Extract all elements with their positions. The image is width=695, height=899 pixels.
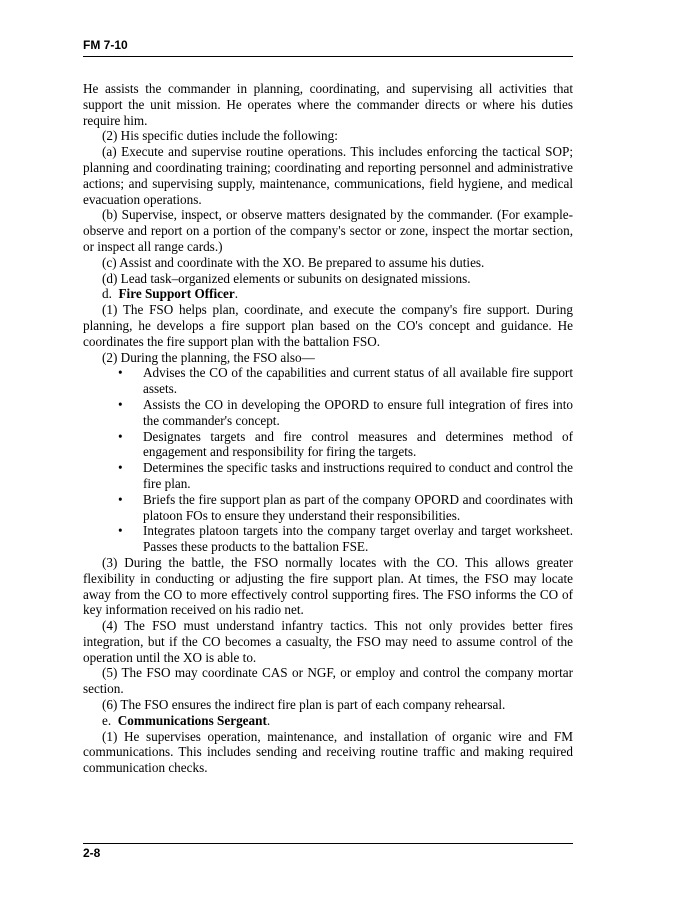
running-header: FM 7-10 xyxy=(83,38,128,52)
bullet-icon: • xyxy=(118,523,123,539)
list-item-text: Advises the CO of the capabilities and current status of all available fire support assets. xyxy=(143,365,573,397)
paragraph-duty-c: (c) Assist and coordinate with the XO. Be prepared to assume his duties. xyxy=(102,254,485,270)
bullet-icon: • xyxy=(118,491,123,507)
list-item xyxy=(118,428,573,461)
body-text xyxy=(83,81,573,776)
list-item-text: Designates targets and fire control measures and determines method of engagement and responsibility for firing the targets. xyxy=(143,428,573,460)
paragraph-fso-6: (6) The FSO ensures the indirect fire plan is part of each company rehearsal. xyxy=(102,697,506,713)
section-suffix: . xyxy=(234,286,239,302)
paragraph-duty-d: (d) Lead task–organized elements or subunits on designated missions. xyxy=(102,270,471,286)
bullet-icon: • xyxy=(118,428,123,444)
bullet-icon: • xyxy=(118,396,123,412)
paragraph-fso-4: (4) The FSO must understand infantry tactics. This not only provides better fires integration, but if the CO becomes a casualty, the FSO may need to assume control of the operation until the XO is able to. xyxy=(83,618,573,665)
fso-planning-list xyxy=(83,365,573,555)
paragraph-comms-1: (1) He supervises operation, maintenance, and installation of organic wire and FM communications. This includes sending and receiving routine traffic and making required communication checks. xyxy=(83,728,573,776)
list-item xyxy=(118,460,573,492)
list-item xyxy=(118,396,573,429)
footer-rule xyxy=(83,843,573,844)
paragraph-fso-5: (5) The FSO may coordinate CAS or NGF, or employ and control the company mortar section. xyxy=(83,665,573,697)
section-label: e. xyxy=(102,712,112,728)
list-item xyxy=(118,491,573,524)
bullet-icon: • xyxy=(118,460,123,476)
section-title: Fire Support Officer xyxy=(118,286,235,302)
list-item-text: Briefs the fire support plan as part of the company OPORD and coordinates with platoon FOs to ensure they understand their responsibilities. xyxy=(143,491,573,523)
paragraph-fso-1: (1) The FSO helps plan, coordinate, and execute the company's fire support. During planning, he develops a fire support plan based on the CO's concept and guidance. He coordinates the fire support plan with the battalion FSO. xyxy=(83,302,573,349)
paragraph-duty-a: (a) Execute and supervise routine operations. This includes enforcing the tactical SOP; planning and coordinating training; coordinating and reporting personnel and administrative actions; and supervising supply, maintenance, communications, field hygiene, and medical evacuation operations. xyxy=(83,144,573,207)
section-heading-comms xyxy=(83,713,573,729)
section-title: Communications Sergeant xyxy=(117,712,267,728)
list-item-text: Determines the specific tasks and instructions required to conduct and control the fire plan. xyxy=(143,460,573,491)
list-item-text: Integrates platoon targets into the company target overlay and target worksheet. Passes these products to the battalion FSE. xyxy=(143,523,573,555)
paragraph-continuation: He assists the commander in planning, coordinating, and supervising all activities that support the unit mission. He operates where the commander directs or where his duties require him. xyxy=(83,81,573,128)
section-label: d. xyxy=(102,286,112,302)
paragraph-fso-3: (3) During the battle, the FSO normally locates with the CO. This allows greater flexibility in conducting or adjusting the fire support plan. At times, the FSO may locate away from the CO to more effectively control supporting fires. The FSO informs the CO of key information received on his radio net. xyxy=(83,554,573,618)
header-rule xyxy=(83,56,573,57)
list-item xyxy=(118,523,573,555)
page-number: 2-8 xyxy=(83,846,101,860)
paragraph-duties-intro: (2) His specific duties include the following: xyxy=(102,128,338,144)
list-item xyxy=(118,365,573,397)
bullet-icon: • xyxy=(118,365,123,381)
section-heading-fso xyxy=(83,286,573,302)
paragraph-fso-2: (2) During the planning, the FSO also— xyxy=(102,349,315,365)
paragraph-duty-b: (b) Supervise, inspect, or observe matters designated by the commander. (For example-observe and report on a portion of the company's sector or zone, inspect the mortar section, or inspect all range cards.) xyxy=(83,207,573,254)
section-suffix: . xyxy=(266,712,271,728)
list-item-text: Assists the CO in developing the OPORD to ensure full integration of fires into the commander's concept. xyxy=(143,396,573,428)
